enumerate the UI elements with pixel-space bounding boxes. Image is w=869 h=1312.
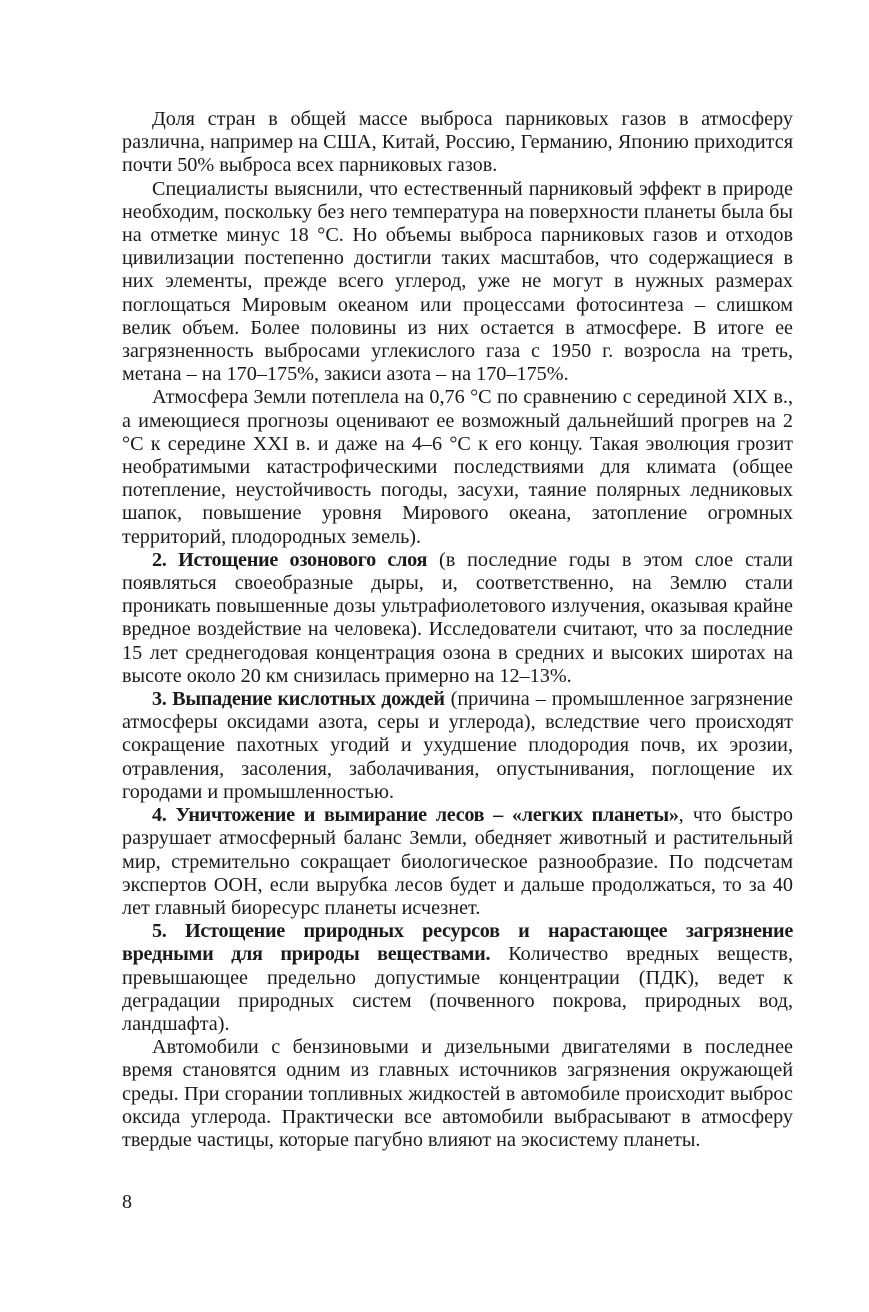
paragraph-4-text: (в последние годы в этом слое стали появляться своеобразные дыры, и, соответственно, на Землю стали проникать повышенные дозы ультрафиолетового излучения, оказывая крайне вредное воздействие на человека). Исследователи считают, что за последние 15 лет среднегодовая концентрация озона в средних и высоких широтах на высоте около 20 км снизилась примерно на 12–13%.: [122, 548, 793, 687]
paragraph-5-text: (причина – промышленное загрязнение атмосферы оксидами азота, серы и углерода), вследствие чего происходят сокращение пахотных угодий и ухудшение плодородия почв, их эрозии, отравления, засоления, заболачивания, опустынивания, поглощение их городами и промышленностью.: [122, 688, 794, 803]
paragraph-1-text: Доля стран в общей массе выброса парниковых газов в атмосферу различна, например на США, Китай, Россию, Германию, Японию приходится почти 50% выброса всех парниковых газов.: [122, 108, 793, 177]
paragraph-8-text: Автомобили с бензиновыми и дизельными двигателями в последнее время становятся одним из главных источников загрязнения окружающей среды. При сгорании топливных жидкостей в автомобиле происходит выброс оксида углерода. Практически все автомобили выбрасывают в атмосферу твердые частицы, которые пагубно влияют на экосистему планеты.: [122, 1036, 793, 1151]
paragraph-7: [122, 920, 793, 1036]
paragraph-2: [122, 178, 793, 387]
paragraph-4: [122, 549, 793, 688]
paragraph-6-text: , что быстро разрушает атмосферный баланс Земли, обедняет животный и растительный мир, стремительно сокращает биологическое разнообразие. По подсчетам экспертов ООН, если вырубка лесов будет и дальше продолжаться, то за 40 лет главный биоресурс планеты исчезнет.: [122, 804, 794, 919]
paragraph-7-lead: 5. Истощение природных ресурсов и нарастающее загрязнение вредными для природы веществами.: [122, 920, 793, 966]
paragraph-5-lead: 3. Выпадение кислотных дождей: [152, 688, 445, 711]
paragraph-6-lead: 4. Уничтожение и вымирание лесов – «легких планеты»: [152, 804, 679, 827]
paragraph-2-text: Специалисты выяснили, что естественный парниковый эффект в природе необходим, поскольку без него температура на поверхности планеты была бы на отметке минус 18 °С. Но объемы выброса парниковых газов и отходов цивилизации постепенно достигли таких масштабов, что содержащиеся в них элементы, прежде всего углерод, уже не могут в нужных размерах поглощаться Мировым океаном или процессами фотосинтеза – слишком велик объем. Более половины из них остается в атмосфере. В итоге ее загрязненность выбросами углекислого газа с 1950 г. возросла на треть, метана – на 170–175%, закиси азота – на 170–175%.: [122, 177, 793, 386]
paragraph-5: [122, 688, 793, 804]
paragraph-4-lead: 2. Истощение озонового слоя: [152, 548, 428, 571]
paragraph-6: [122, 804, 793, 920]
paragraph-1: [122, 108, 793, 178]
paragraph-3-text: Атмосфера Земли потеплела на 0,76 °С по сравнению с серединой XIX в., а имеющиеся прогнозы оценивают ее возможный дальнейший прогрев на 2 °С к середине XXI в. и даже на 4–6 °С к его концу. Такая эволюция грозит необратимыми катастрофическими последствиями для климата (общее потепление, неустойчивость погоды, засухи, таяние полярных ледниковых шапок, повышение уровня Мирового океана, затопление огромных территорий, плодородных земель).: [122, 386, 793, 548]
paragraph-3: [122, 386, 793, 548]
page-number: 8: [122, 1191, 132, 1213]
paragraph-7-text: Количество вредных веществ, превышающее предельно допустимые концентрации (ПДК), ведет к деградации природных систем (почвенного покрова, природных вод, ландшафта).: [122, 943, 793, 1035]
paragraph-8: [122, 1036, 793, 1152]
